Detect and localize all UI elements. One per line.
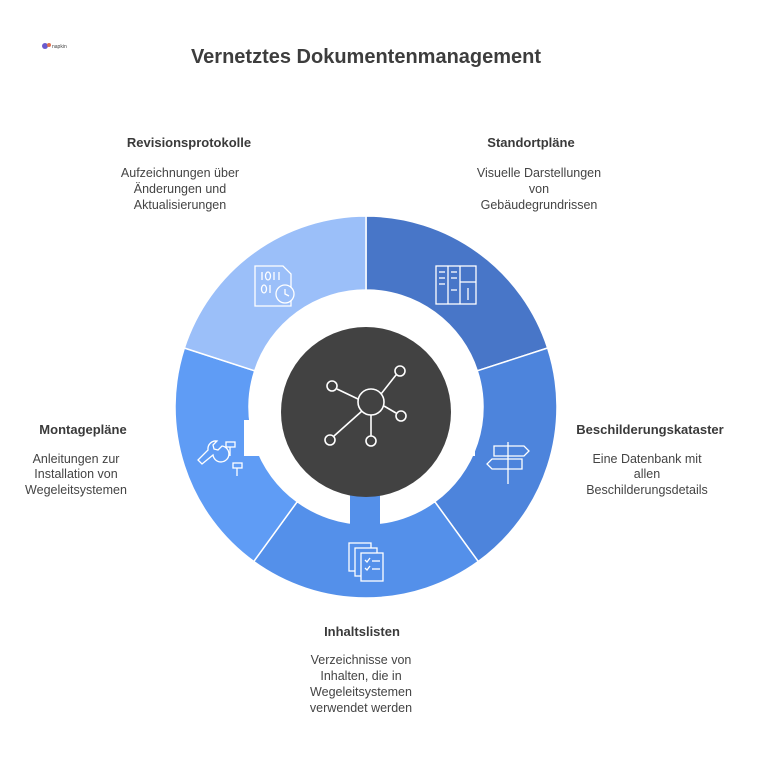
label-desc-line: Gebäudegrundrissen <box>480 198 598 212</box>
label-title: Revisionsprotokolle <box>126 135 252 150</box>
label-revisionsprotokolle <box>121 135 251 212</box>
label-montageplaene <box>25 422 127 497</box>
label-desc-line: Aktualisierungen <box>133 198 227 212</box>
label-desc-line: Änderungen und <box>133 182 227 196</box>
label-standortplaene <box>477 135 601 212</box>
label-desc-line: Wegeleitsystemen <box>310 685 412 699</box>
label-desc-line: Inhalten, die in <box>320 669 402 683</box>
label-desc-line: Eine Datenbank mit <box>592 452 702 466</box>
label-desc-line: Aufzeichnungen über <box>120 166 240 180</box>
label-desc-line: Verzeichnisse von <box>310 653 412 667</box>
label-inhaltslisten <box>310 624 412 715</box>
label-title: Inhaltslisten <box>324 624 400 639</box>
label-desc-line: Anleitungen zur <box>32 452 120 466</box>
label-desc-line: Installation von <box>34 467 118 481</box>
label-title: Beschilderungskataster <box>576 422 724 437</box>
label-desc-line: Visuelle Darstellungen <box>476 166 602 180</box>
label-beschilderungskataster <box>576 422 723 497</box>
label-desc-line: allen <box>633 467 661 481</box>
logo-text: napkin <box>52 44 67 50</box>
label-desc-line: Wegeleitsystemen <box>25 483 127 497</box>
label-desc-line: Beschilderungsdetails <box>586 483 708 497</box>
page-title: Vernetztes Dokumentenmanagement <box>190 46 542 68</box>
label-title: Montagepläne <box>39 422 127 437</box>
label-desc-line: verwendet werden <box>309 701 413 715</box>
center-hub <box>281 327 451 497</box>
label-desc-line: von <box>528 182 550 196</box>
center-circle <box>281 327 451 497</box>
label-title: Standortpläne <box>487 135 575 150</box>
napkin-logo-icon <box>42 43 67 50</box>
